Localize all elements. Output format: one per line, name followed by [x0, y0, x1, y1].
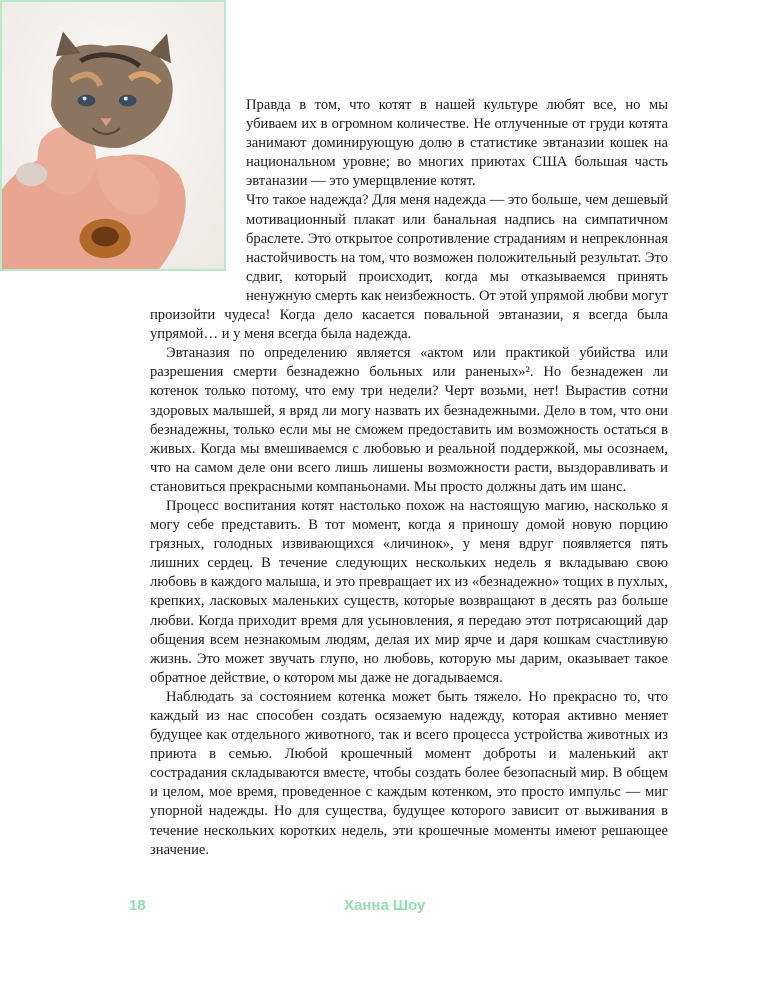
- image-wrap-spacer: [150, 96, 246, 288]
- running-head: Ханна Шоу: [344, 897, 426, 914]
- body-text: [150, 96, 668, 860]
- paragraph-4: Процесс воспитания котят настолько похож на настоящую магию, насколько я могу себе представить. В тот момент, когда я приношу домой новую порцию грязных, голодных извивающихся «личинок», у меня вдруг появляется пять лишних сердец. В течение следующих нескольких недель я вкладываю свою любовь в каждого малыша, и это превращает их из «безнадежно» тощих в пухлых, крепких, ласковых маленьких существ, которые возвращают в десять раз больше любви. Когда приходит время для усыновления, я передаю этот потрясающий дар общения всем незнакомым людям, делая их мир ярче и даря кошкам счастливую жизнь. Это может звучать глупо, но любовь, которую мы дарим, оказывает такое обратное действие, о котором мы даже не догадываемся.: [150, 497, 668, 686]
- paragraph-2: Что такое надежда? Для меня надежда — это больше, чем дешевый мотивационный плакат или банальная надпись на симпатичном браслете. Это открытое сопротивление страданиям и непреклонная настойчивость на том, что возможен положительный результат. Это сдвиг, который происходит, когда мы отказываемся принять ненужную смерть как неизбежность. От этой упрямой любви могут произойти чудеса! Когда дело касается повальной эвтаназии, я всегда была упрямой… и у меня всегда была надежда.: [150, 192, 668, 343]
- paragraph-5: Наблюдать за состоянием котенка может быть тяжело. Но прекрасно то, что каждый из нас способен создать осязаемую надежду, которая активно меняет будущее как отдельного животного, так и всего процесса устройства животных из приюта в семью. Любой крошечный момент доброты и маленький акт сострадания складываются вместе, чтобы создать более безопасный мир. В общем и целом, мое время, проведенное с каждым котенком, это просто импульс — миг упорной надежды. Но для существа, будущее которого зависит от выживания в течение нескольких коротких недель, эти крошечные моменты имеют решающее значение.: [150, 688, 668, 858]
- paragraph-1: Правда в том, что котят в нашей культуре любят все, но мы убиваем их в огромном количестве. Не отлученные от груди котята занимают доминирующую долю в статистике эвтаназии кошек на национальном уровне; во многих приютах США большая часть эвтаназии — это умерщвление котят.: [246, 97, 668, 190]
- page-footer: [0, 897, 759, 919]
- paragraph-3: Эвтаназия по определению является «актом или практикой убийства или разрешения смерти безнадежно больных или раненых»². Но безнадежен ли котенок только потому, что ему три недели? Черт возьми, нет! Вырастив сотни здоровых малышей, я вряд ли могу назвать их безнадежными. Дело в том, что они безнадежны, только если мы не сможем предоставить им возможность остаться в живых. Когда мы вмешиваемся с любовью и реальной поддержкой, мы осознаем, что на самом деле они всего лишь лишены возможности расти, выздоравливать и становиться прекрасными компаньонами. Мы просто должны дать им шанс.: [150, 345, 668, 495]
- page-number: 18: [129, 897, 146, 914]
